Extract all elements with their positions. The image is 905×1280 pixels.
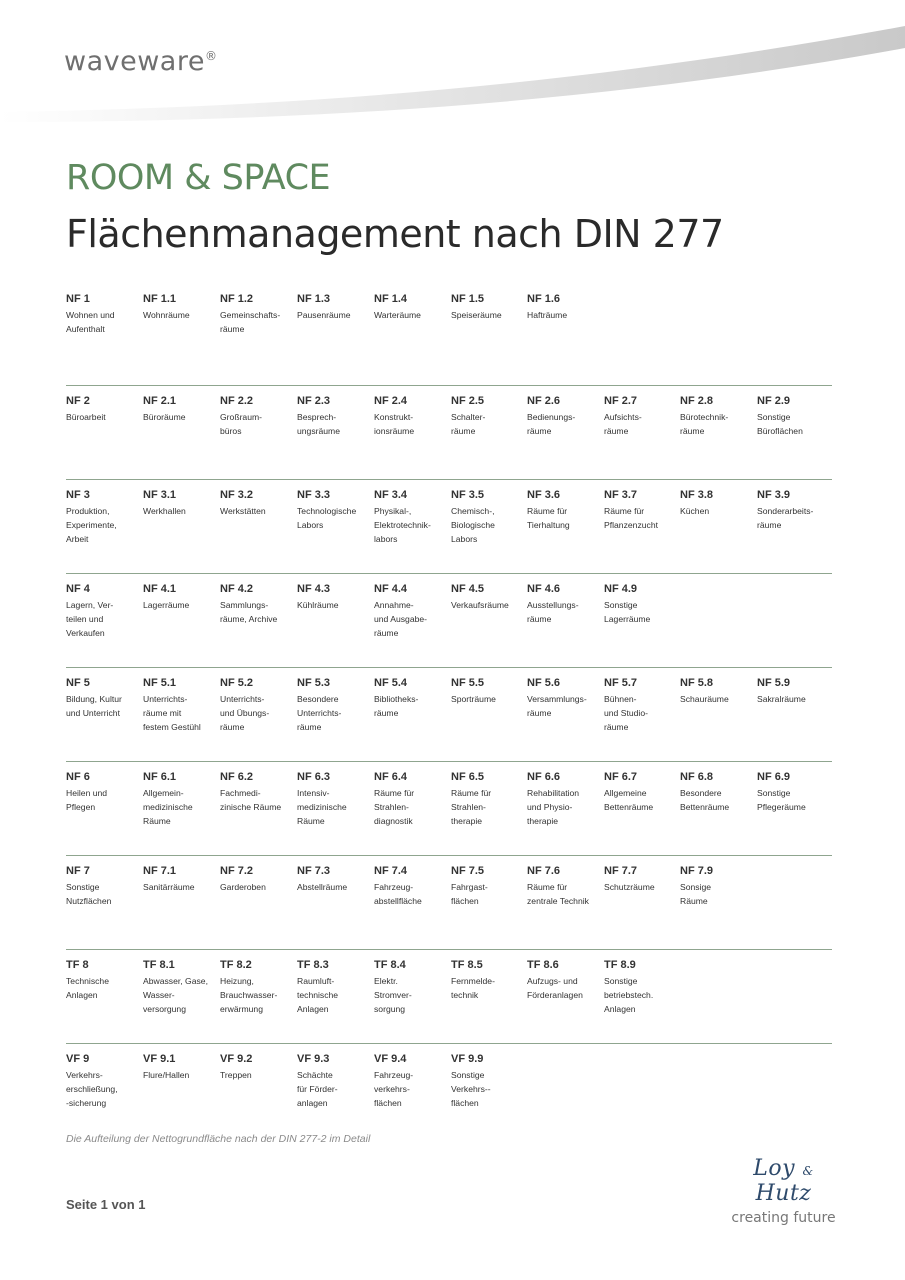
area-code: NF 3.4 <box>374 489 408 501</box>
area-label: Unterrichts- und Übungs- räume <box>220 694 270 732</box>
area-label: Unterrichts- räume mit festem Gestühl <box>143 694 201 732</box>
area-label: Treppen <box>220 1070 252 1080</box>
area-code: NF 7.4 <box>374 865 408 877</box>
area-subgroup <box>527 394 605 438</box>
area-code: VF 9 <box>66 1053 90 1065</box>
area-subgroup <box>680 394 758 438</box>
area-code: NF 3.3 <box>297 489 331 501</box>
area-code: NF 5 <box>66 677 90 689</box>
area-code: NF 1.4 <box>374 293 408 305</box>
area-code: NF 2.4 <box>374 395 408 407</box>
area-subgroup <box>297 1052 375 1110</box>
area-label: Allgemeine Bettenräume <box>604 788 654 812</box>
area-label: Verkaufsräume <box>451 600 509 610</box>
area-code: NF 7.3 <box>297 865 331 877</box>
area-subgroup <box>297 394 375 438</box>
area-code: NF 1.5 <box>451 293 485 305</box>
area-code: NF 2.2 <box>220 395 254 407</box>
area-label: Wohnräume <box>143 310 190 320</box>
area-code: NF 4.3 <box>297 583 331 595</box>
area-code: TF 8.4 <box>374 959 406 971</box>
area-subgroup <box>527 864 605 908</box>
area-code: NF 5.4 <box>374 677 408 689</box>
area-label: Fernmelde- technik <box>451 976 495 1000</box>
area-label: Lagern, Ver- teilen und Verkaufen <box>66 600 114 638</box>
area-code: NF 7.6 <box>527 865 561 877</box>
area-code: NF 4.9 <box>604 583 638 595</box>
area-label: Großraum- büros <box>220 412 263 436</box>
area-code: NF 5.6 <box>527 677 561 689</box>
area-group <box>66 864 144 908</box>
area-code: NF 3.8 <box>680 489 714 501</box>
area-subgroup <box>374 958 452 1016</box>
area-label: Fahrzeug- verkehrs- flächen <box>374 1070 414 1108</box>
area-subgroup <box>220 770 298 814</box>
area-code: NF 5.5 <box>451 677 485 689</box>
area-label: Küchen <box>680 506 710 516</box>
loy-hutz-logo: Loy & Hutz creating future <box>726 1156 841 1226</box>
area-subgroup <box>680 488 758 518</box>
area-code: NF 5.1 <box>143 677 177 689</box>
area-code: NF 7.2 <box>220 865 254 877</box>
area-group <box>66 676 144 720</box>
area-code: NF 3.1 <box>143 489 177 501</box>
area-subgroup <box>374 676 452 720</box>
area-label: Schutzräume <box>604 882 655 892</box>
area-subgroup <box>680 770 758 814</box>
area-code: NF 7.5 <box>451 865 485 877</box>
area-subgroup <box>451 958 529 1002</box>
area-label: Büroräume <box>143 412 186 422</box>
area-group <box>66 770 144 814</box>
area-subgroup <box>374 292 452 322</box>
area-label: Produktion, Experimente, Arbeit <box>66 506 117 544</box>
area-code: NF 2.6 <box>527 395 561 407</box>
area-code: NF 5.3 <box>297 677 331 689</box>
area-label: Besondere Bettenräume <box>680 788 730 812</box>
area-label: Besprech- ungsräume <box>297 412 340 436</box>
area-label: Besondere Unterrichts- räume <box>297 694 342 732</box>
area-label: Aufsichts- räume <box>604 412 642 436</box>
area-code: NF 3.7 <box>604 489 638 501</box>
area-subgroup <box>143 394 221 424</box>
area-subgroup <box>451 582 529 612</box>
area-subgroup <box>757 394 835 438</box>
area-subgroup <box>757 676 835 706</box>
area-subgroup <box>297 864 375 894</box>
area-subgroup <box>374 770 452 828</box>
area-group <box>66 1052 144 1110</box>
area-label: Garderoben <box>220 882 266 892</box>
area-subgroup <box>451 864 529 908</box>
area-label: Bürotechnik- räume <box>680 412 729 436</box>
area-subgroup <box>527 488 605 532</box>
area-code: NF 6.3 <box>297 771 331 783</box>
area-label: Bibliotheks- räume <box>374 694 419 718</box>
area-code: NF 6.1 <box>143 771 177 783</box>
area-label: Technologische Labors <box>297 506 357 530</box>
area-label: Pausenräume <box>297 310 351 320</box>
area-subgroup <box>757 770 835 814</box>
area-subgroup <box>757 488 835 532</box>
area-row <box>66 479 832 573</box>
area-label: Allgemein- medizinische Räume <box>143 788 193 826</box>
area-group <box>66 582 144 640</box>
area-subgroup <box>451 292 529 322</box>
area-label: Bedienungs- räume <box>527 412 576 436</box>
area-code: NF 7.9 <box>680 865 714 877</box>
area-code: NF 2.9 <box>757 395 791 407</box>
area-label: Lagerräume <box>143 600 190 610</box>
area-label: Sonstige Lagerräume <box>604 600 651 624</box>
area-subgroup <box>527 582 605 626</box>
area-code: TF 8 <box>66 959 89 971</box>
area-label: Räume für Pflanzenzucht <box>604 506 658 530</box>
area-code: NF 1 <box>66 293 90 305</box>
area-subgroup <box>374 864 452 908</box>
area-code: TF 8.9 <box>604 959 636 971</box>
area-code: NF 6 <box>66 771 90 783</box>
area-row <box>66 761 832 855</box>
area-subgroup <box>374 582 452 640</box>
area-label: Physikal-, Elektrotechnik- labors <box>374 506 431 544</box>
area-label: Sonsige Räume <box>680 882 712 906</box>
area-label: Abwasser, Gase, Wasser- versorgung <box>143 976 208 1014</box>
area-code: NF 6.9 <box>757 771 791 783</box>
brand-tagline: creating future <box>731 1210 836 1226</box>
area-code: NF 1.1 <box>143 293 177 305</box>
area-subgroup <box>143 958 221 1016</box>
area-code: VF 9.2 <box>220 1053 253 1065</box>
area-row <box>66 573 832 667</box>
area-group <box>66 488 144 546</box>
area-code: NF 2.8 <box>680 395 714 407</box>
area-code: VF 9.9 <box>451 1053 484 1065</box>
area-subgroup <box>604 676 682 734</box>
area-label: Bühnen- und Studio- räume <box>604 694 648 732</box>
area-label: Elektr. Stromver- sorgung <box>374 976 412 1014</box>
area-code: NF 4.2 <box>220 583 254 595</box>
area-code: NF 2.7 <box>604 395 638 407</box>
area-subgroup <box>220 488 298 518</box>
page-number: Seite 1 von 1 <box>66 1197 146 1212</box>
area-label: Flure/Hallen <box>143 1070 190 1080</box>
area-code: NF 4.4 <box>374 583 408 595</box>
area-subgroup <box>604 770 682 814</box>
area-label: Bildung, Kultur und Unterricht <box>66 694 122 718</box>
area-subgroup <box>297 676 375 734</box>
area-row <box>66 855 832 949</box>
area-label: Technische Anlagen <box>66 976 109 1000</box>
area-label: Gemeinschafts- räume <box>220 310 281 334</box>
section-kicker: ROOM & SPACE <box>66 158 331 198</box>
area-code: NF 1.2 <box>220 293 254 305</box>
area-code: TF 8.6 <box>527 959 559 971</box>
area-label: Werkstätten <box>220 506 266 516</box>
area-subgroup <box>297 488 375 532</box>
area-subgroup <box>451 488 529 546</box>
area-code: NF 3.9 <box>757 489 791 501</box>
area-subgroup <box>220 864 298 894</box>
area-row <box>66 385 832 479</box>
area-code: NF 4 <box>66 583 90 595</box>
area-subgroup <box>604 488 682 532</box>
area-code: NF 3.5 <box>451 489 485 501</box>
area-label: Rehabilitation und Physio- therapie <box>527 788 580 826</box>
area-label: Sammlungs- räume, Archive <box>220 600 278 624</box>
area-subgroup <box>374 1052 452 1110</box>
area-code: NF 2.1 <box>143 395 177 407</box>
area-code: NF 3.2 <box>220 489 254 501</box>
area-subgroup <box>220 582 298 626</box>
din277-area-grid <box>66 292 832 1137</box>
area-subgroup <box>143 864 221 894</box>
area-code: TF 8.3 <box>297 959 329 971</box>
area-code: NF 5.2 <box>220 677 254 689</box>
area-subgroup <box>680 676 758 706</box>
area-subgroup <box>374 488 452 546</box>
area-label: Hafträume <box>527 310 568 320</box>
area-label: Konstrukt- ionsräume <box>374 412 415 436</box>
area-subgroup <box>451 770 529 828</box>
area-code: NF 6.8 <box>680 771 714 783</box>
area-subgroup <box>297 292 375 322</box>
area-code: NF 1.6 <box>527 293 561 305</box>
area-subgroup <box>451 1052 529 1110</box>
area-label: Räume für Strahlen- therapie <box>451 788 492 826</box>
area-code: NF 6.6 <box>527 771 561 783</box>
area-subgroup <box>143 1052 221 1082</box>
area-code: VF 9.3 <box>297 1053 330 1065</box>
area-code: NF 4.1 <box>143 583 177 595</box>
area-group <box>66 958 144 1002</box>
area-label: Wohnen und Aufenthalt <box>66 310 115 334</box>
area-subgroup <box>143 582 221 612</box>
area-subgroup <box>297 582 375 612</box>
area-label: Fahrgast- flächen <box>451 882 488 906</box>
area-label: Heizung, Brauchwasser- erwärmung <box>220 976 278 1014</box>
area-label: Räume für Tierhaltung <box>527 506 570 530</box>
area-label: Heilen und Pflegen <box>66 788 108 812</box>
area-label: Sakralräume <box>757 694 806 704</box>
area-subgroup <box>220 394 298 438</box>
area-label: Ausstellungs- räume <box>527 600 579 624</box>
area-subgroup <box>220 292 298 336</box>
area-code: NF 2.3 <box>297 395 331 407</box>
area-row <box>66 292 832 385</box>
area-code: NF 7.7 <box>604 865 638 877</box>
area-subgroup <box>374 394 452 438</box>
area-group <box>66 394 144 424</box>
area-label: Sonderarbeits- räume <box>757 506 814 530</box>
area-subgroup <box>604 958 682 1016</box>
area-label: Aufzugs- und Förderanlagen <box>527 976 583 1000</box>
area-code: NF 7 <box>66 865 90 877</box>
area-code: NF 1.3 <box>297 293 331 305</box>
area-code: NF 4.6 <box>527 583 561 595</box>
area-code: NF 6.7 <box>604 771 638 783</box>
area-subgroup <box>451 676 529 706</box>
area-code: NF 3.6 <box>527 489 561 501</box>
area-label: Raumluft- technische Anlagen <box>297 976 339 1014</box>
area-code: NF 3 <box>66 489 90 501</box>
area-subgroup <box>680 864 758 908</box>
area-group <box>66 292 144 336</box>
area-row <box>66 1043 832 1137</box>
area-label: Büroarbeit <box>66 412 106 422</box>
area-subgroup <box>527 292 605 322</box>
area-label: Versammlungs- räume <box>527 694 587 718</box>
area-label: Räume für zentrale Technik <box>527 882 589 906</box>
area-code: NF 6.2 <box>220 771 254 783</box>
area-code: NF 5.7 <box>604 677 638 689</box>
area-code: VF 9.1 <box>143 1053 176 1065</box>
area-label: Kühlräume <box>297 600 339 610</box>
area-label: Sonstige Nutzflächen <box>66 882 112 906</box>
area-subgroup <box>527 676 605 720</box>
area-label: Schauräume <box>680 694 729 704</box>
area-label: Warteräume <box>374 310 421 320</box>
area-code: TF 8.5 <box>451 959 483 971</box>
area-code: TF 8.1 <box>143 959 175 971</box>
page-title: Flächenmanagement nach DIN 277 <box>66 212 724 256</box>
area-code: TF 8.2 <box>220 959 252 971</box>
area-label: Fachmedi- zinische Räume <box>220 788 282 812</box>
area-subgroup <box>143 488 221 518</box>
area-label: Abstellräume <box>297 882 348 892</box>
area-code: NF 5.8 <box>680 677 714 689</box>
area-label: Sonstige betriebstech. Anlagen <box>604 976 654 1014</box>
area-subgroup <box>604 864 682 894</box>
area-subgroup <box>297 770 375 828</box>
area-label: Speiseräume <box>451 310 502 320</box>
area-subgroup <box>220 1052 298 1082</box>
area-label: Intensiv- medizinische Räume <box>297 788 347 826</box>
area-label: Sonstige Verkehrs-- flächen <box>451 1070 491 1108</box>
area-label: Annahme- und Ausgabe- räume <box>374 600 428 638</box>
area-label: Werkhallen <box>143 506 186 516</box>
area-subgroup <box>143 676 221 734</box>
area-code: NF 6.5 <box>451 771 485 783</box>
area-subgroup <box>451 394 529 438</box>
area-subgroup <box>604 394 682 438</box>
area-label: Schächte für Förder- anlagen <box>297 1070 338 1108</box>
area-label: Fahrzeug- abstellfläche <box>374 882 422 906</box>
area-row <box>66 667 832 761</box>
area-code: NF 6.4 <box>374 771 408 783</box>
area-subgroup <box>143 770 221 828</box>
caption: Die Aufteilung der Nettogrundfläche nach der DIN 277-2 im Detail <box>66 1133 371 1145</box>
area-label: Sanitärräume <box>143 882 195 892</box>
area-subgroup <box>220 676 298 734</box>
waveware-logo: waveware® <box>64 46 218 77</box>
area-label: Chemisch-, Biologische Labors <box>451 506 495 544</box>
area-subgroup <box>143 292 221 322</box>
area-label: Räume für Strahlen- diagnostik <box>374 788 415 826</box>
area-code: NF 7.1 <box>143 865 177 877</box>
area-code: NF 5.9 <box>757 677 791 689</box>
area-code: VF 9.4 <box>374 1053 407 1065</box>
area-subgroup <box>220 958 298 1016</box>
area-code: NF 2 <box>66 395 90 407</box>
area-subgroup <box>297 958 375 1016</box>
area-code: NF 4.5 <box>451 583 485 595</box>
area-subgroup <box>604 582 682 626</box>
area-row <box>66 949 832 1043</box>
area-label: Sporträume <box>451 694 496 704</box>
area-subgroup <box>527 770 605 828</box>
area-label: Verkehrs- erschließung, -sicherung <box>66 1070 118 1108</box>
area-label: Sonstige Pflegeräume <box>757 788 806 812</box>
area-subgroup <box>527 958 605 1002</box>
area-label: Schalter- räume <box>451 412 486 436</box>
area-label: Sonstige Büroflächen <box>757 412 803 436</box>
area-code: NF 2.5 <box>451 395 485 407</box>
